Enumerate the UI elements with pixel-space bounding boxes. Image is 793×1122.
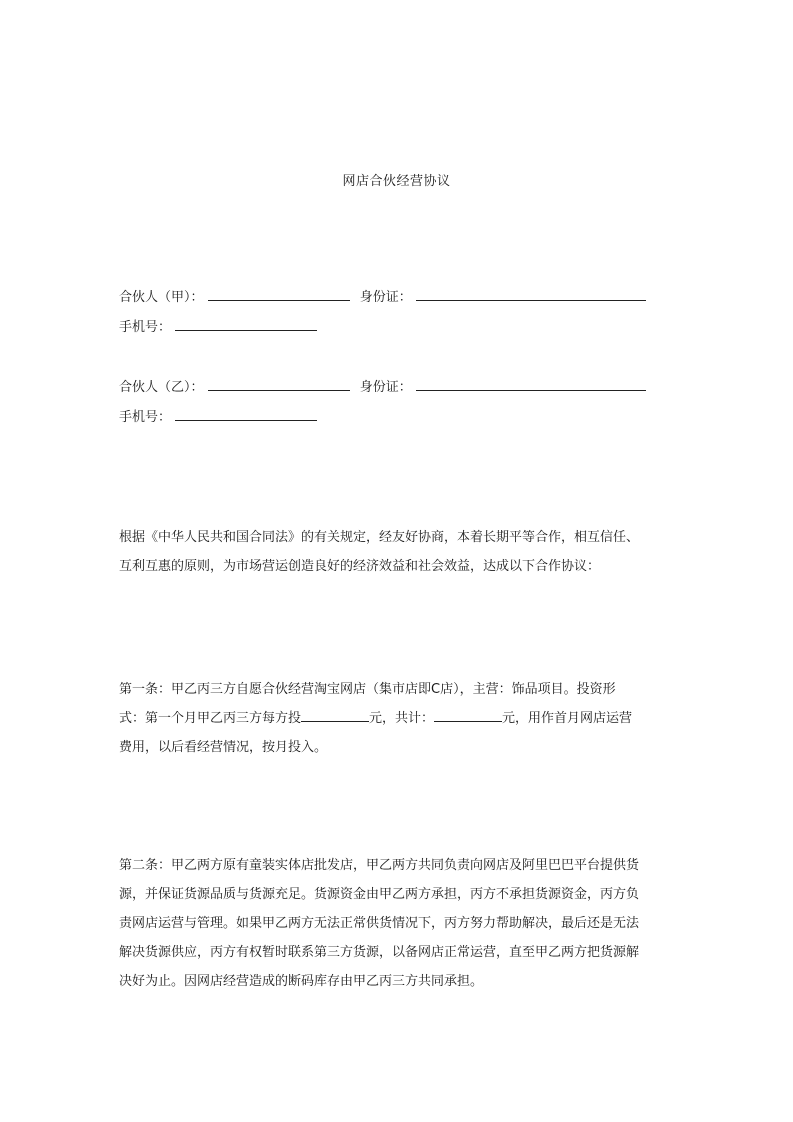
party-a-phone-row	[119, 317, 323, 338]
article-1-text: 元，共计：	[369, 711, 435, 726]
party-b-id-blank[interactable]	[416, 377, 646, 391]
document-title: 网店合伙经营协议	[342, 174, 451, 189]
preamble-paragraph	[119, 523, 679, 581]
article-2-line: 决好为止。因网店经营造成的断码库存由甲乙丙三方共同承担。	[119, 974, 484, 989]
article-2-line: 责网店运营与管理。如果甲乙两方无法正常供货情况下，丙方努力帮助解决，最后还是无法	[119, 916, 640, 931]
party-b-phone-row	[119, 407, 323, 428]
article-1-paragraph	[119, 675, 679, 762]
party-a-name-row	[119, 287, 652, 308]
article-2-paragraph	[119, 851, 679, 996]
party-b-phone-blank[interactable]	[175, 407, 317, 421]
article-1-line: 费用，以后看经营情况，按月投入。	[119, 740, 328, 755]
party-b-name-label: 合伙人（乙）：	[119, 380, 204, 395]
party-b-name-blank[interactable]	[208, 377, 350, 391]
investment-total-blank[interactable]	[434, 708, 502, 722]
article-2-line: 源，并保证货源品质与货源充足。货源资金由甲乙两方承担，丙方不承担货源资金，丙方负	[119, 887, 640, 902]
party-b-id-label: 身份证：	[359, 380, 412, 395]
party-a-phone-label: 手机号：	[119, 320, 172, 335]
article-2-line: 解决货源供应，丙方有权暂时联系第三方货源，以备网店正常运营，直至甲乙两方把货源解	[119, 945, 640, 960]
party-b-name-row	[119, 377, 652, 398]
party-a-id-label: 身份证：	[359, 290, 412, 305]
preamble-line: 互利互惠的原则，为市场营运创造良好的经济效益和社会效益，达成以下合作协议：	[119, 559, 601, 574]
party-b-phone-label: 手机号：	[119, 410, 172, 425]
article-1-line	[119, 704, 679, 733]
article-1-text: 式：第一个月甲乙丙三方每方投	[119, 711, 302, 726]
article-1-text: 元，用作首月网店运营	[502, 711, 633, 726]
article-1-line: 第一条：甲乙丙三方自愿合伙经营淘宝网店（集市店即C店），主营：饰品项目。投资形	[119, 682, 616, 697]
party-a-phone-blank[interactable]	[175, 317, 317, 331]
party-a-name-label: 合伙人（甲）：	[119, 290, 204, 305]
investment-per-party-blank[interactable]	[301, 708, 369, 722]
party-a-id-blank[interactable]	[416, 287, 646, 301]
preamble-line: 根据《中华人民共和国合同法》的有关规定，经友好协商，本着长期平等合作，相互信任、	[119, 530, 640, 545]
party-a-name-blank[interactable]	[208, 287, 350, 301]
article-2-line: 第二条：甲乙两方原有童装实体店批发店，甲乙两方共同负责向网店及阿里巴巴平台提供货	[119, 858, 640, 873]
